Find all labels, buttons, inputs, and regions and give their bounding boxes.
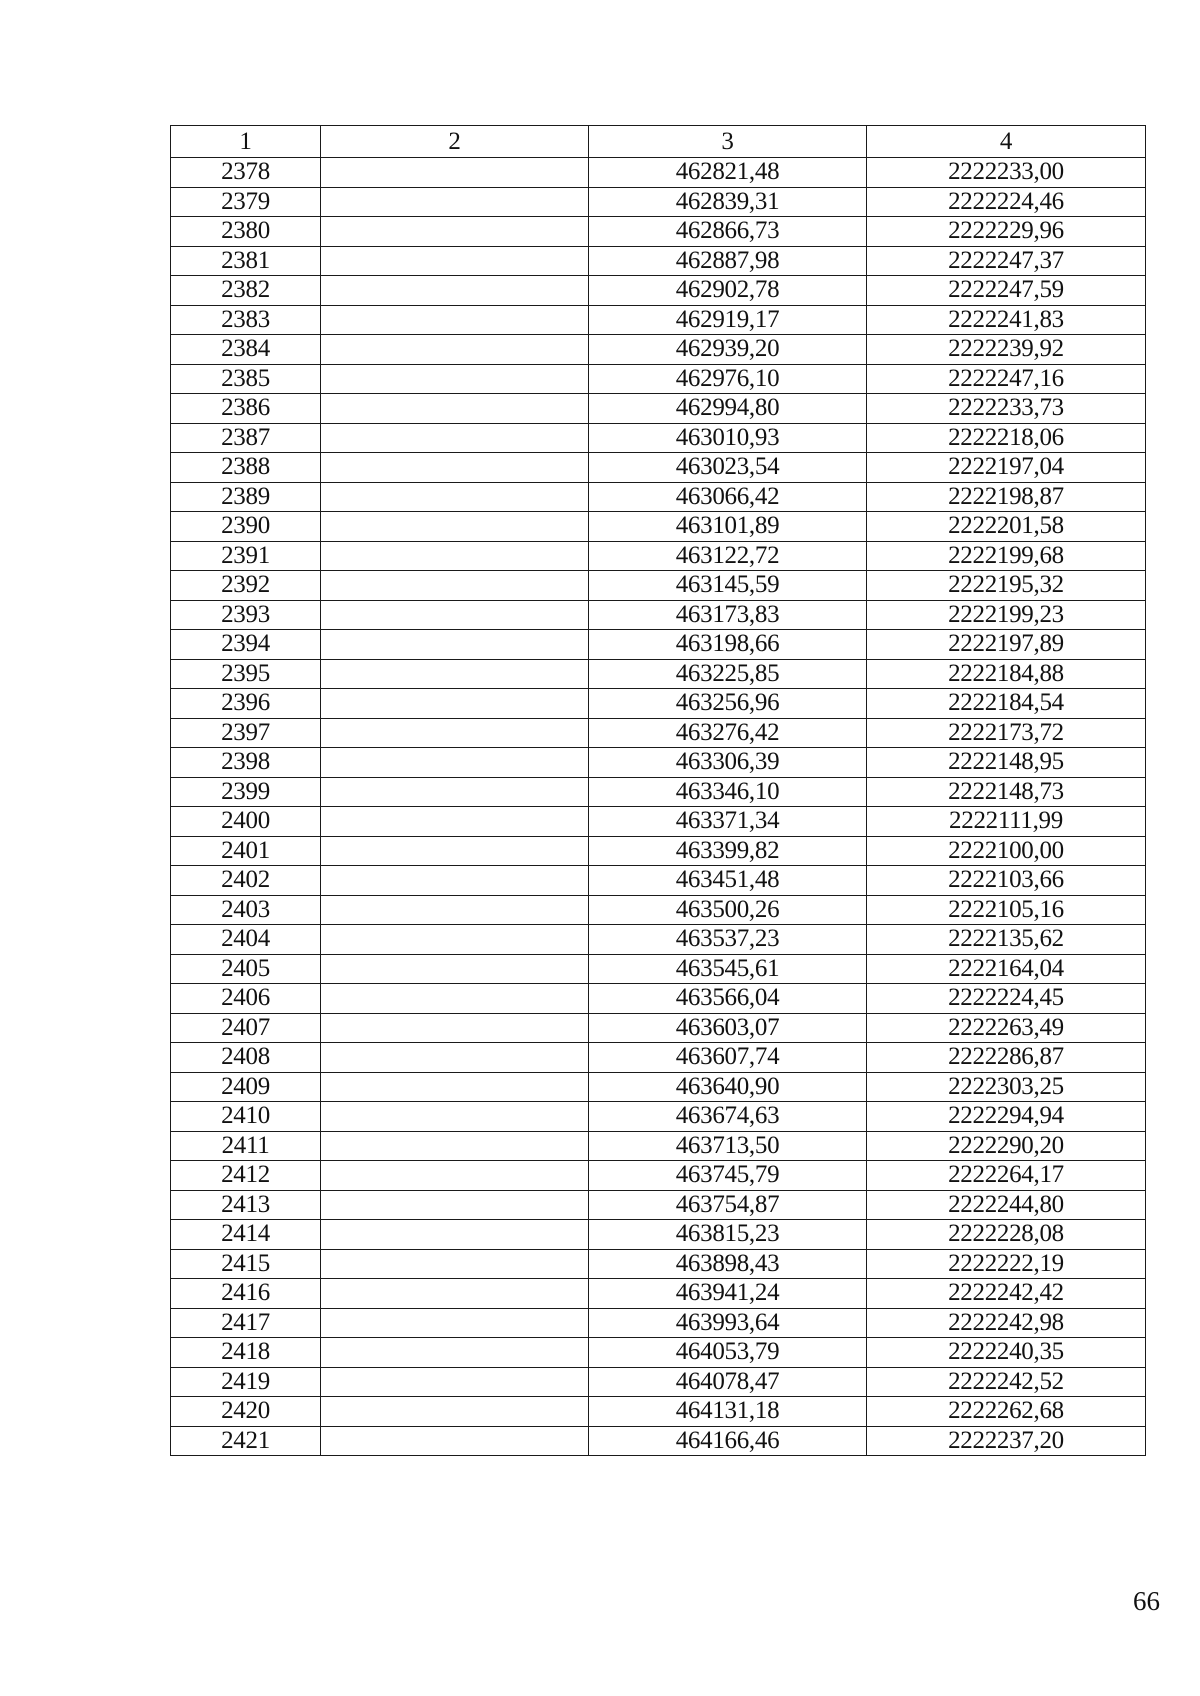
table-row <box>171 866 1146 896</box>
table-row <box>171 482 1146 512</box>
description-cell <box>321 482 589 512</box>
x-coordinate-cell: 464078,47 <box>589 1367 867 1397</box>
description-cell <box>321 984 589 1014</box>
y-coordinate-cell: 2222263,49 <box>867 1013 1146 1043</box>
point-number-cell: 2383 <box>171 305 321 335</box>
description-cell <box>321 1190 589 1220</box>
point-number-cell: 2398 <box>171 748 321 778</box>
x-coordinate-cell: 462939,20 <box>589 335 867 365</box>
description-cell <box>321 1131 589 1161</box>
table-body <box>171 158 1146 1456</box>
x-coordinate-cell: 463640,90 <box>589 1072 867 1102</box>
y-coordinate-cell: 2222218,06 <box>867 423 1146 453</box>
description-cell <box>321 1367 589 1397</box>
x-coordinate-cell: 463607,74 <box>589 1043 867 1073</box>
description-cell <box>321 1161 589 1191</box>
table-row <box>171 335 1146 365</box>
point-number-cell: 2391 <box>171 541 321 571</box>
y-coordinate-cell: 2222241,83 <box>867 305 1146 335</box>
table-row <box>171 512 1146 542</box>
point-number-cell: 2401 <box>171 836 321 866</box>
table-row <box>171 246 1146 276</box>
description-cell <box>321 1013 589 1043</box>
description-cell <box>321 1043 589 1073</box>
point-number-cell: 2393 <box>171 600 321 630</box>
point-number-cell: 2380 <box>171 217 321 247</box>
y-coordinate-cell: 2222100,00 <box>867 836 1146 866</box>
description-cell <box>321 1220 589 1250</box>
point-number-cell: 2408 <box>171 1043 321 1073</box>
point-number-cell: 2385 <box>171 364 321 394</box>
table-row <box>171 1161 1146 1191</box>
y-coordinate-cell: 2222199,68 <box>867 541 1146 571</box>
table-row <box>171 158 1146 188</box>
point-number-cell: 2410 <box>171 1102 321 1132</box>
table-row <box>171 984 1146 1014</box>
point-number-cell: 2397 <box>171 718 321 748</box>
x-coordinate-cell: 462821,48 <box>589 158 867 188</box>
point-number-cell: 2418 <box>171 1338 321 1368</box>
table-row <box>171 1397 1146 1427</box>
y-coordinate-cell: 2222229,96 <box>867 217 1146 247</box>
x-coordinate-cell: 463276,42 <box>589 718 867 748</box>
table-row <box>171 1367 1146 1397</box>
y-coordinate-cell: 2222237,20 <box>867 1426 1146 1456</box>
description-cell <box>321 423 589 453</box>
header-row <box>171 126 1146 158</box>
x-coordinate-cell: 463145,59 <box>589 571 867 601</box>
table-row <box>171 423 1146 453</box>
y-coordinate-cell: 2222111,99 <box>867 807 1146 837</box>
description-cell <box>321 689 589 719</box>
point-number-cell: 2417 <box>171 1308 321 1338</box>
description-cell <box>321 571 589 601</box>
description-cell <box>321 925 589 955</box>
description-cell <box>321 246 589 276</box>
header-col-1: 1 <box>171 126 321 158</box>
table-row <box>171 1279 1146 1309</box>
x-coordinate-cell: 463674,63 <box>589 1102 867 1132</box>
y-coordinate-cell: 2222240,35 <box>867 1338 1146 1368</box>
description-cell <box>321 305 589 335</box>
y-coordinate-cell: 2222197,89 <box>867 630 1146 660</box>
x-coordinate-cell: 463010,93 <box>589 423 867 453</box>
x-coordinate-cell: 463399,82 <box>589 836 867 866</box>
x-coordinate-cell: 463173,83 <box>589 600 867 630</box>
y-coordinate-cell: 2222197,04 <box>867 453 1146 483</box>
y-coordinate-cell: 2222239,92 <box>867 335 1146 365</box>
x-coordinate-cell: 462866,73 <box>589 217 867 247</box>
point-number-cell: 2413 <box>171 1190 321 1220</box>
y-coordinate-cell: 2222233,73 <box>867 394 1146 424</box>
description-cell <box>321 1338 589 1368</box>
table-row <box>171 276 1146 306</box>
y-coordinate-cell: 2222148,73 <box>867 777 1146 807</box>
point-number-cell: 2379 <box>171 187 321 217</box>
description-cell <box>321 453 589 483</box>
y-coordinate-cell: 2222244,80 <box>867 1190 1146 1220</box>
y-coordinate-cell: 2222242,52 <box>867 1367 1146 1397</box>
description-cell <box>321 1397 589 1427</box>
point-number-cell: 2384 <box>171 335 321 365</box>
x-coordinate-cell: 462887,98 <box>589 246 867 276</box>
description-cell <box>321 276 589 306</box>
x-coordinate-cell: 463745,79 <box>589 1161 867 1191</box>
x-coordinate-cell: 463713,50 <box>589 1131 867 1161</box>
point-number-cell: 2407 <box>171 1013 321 1043</box>
point-number-cell: 2386 <box>171 394 321 424</box>
y-coordinate-cell: 2222135,62 <box>867 925 1146 955</box>
y-coordinate-cell: 2222294,94 <box>867 1102 1146 1132</box>
y-coordinate-cell: 2222105,16 <box>867 895 1146 925</box>
point-number-cell: 2419 <box>171 1367 321 1397</box>
x-coordinate-cell: 463371,34 <box>589 807 867 837</box>
table-row <box>171 217 1146 247</box>
description-cell <box>321 217 589 247</box>
table-row <box>171 1102 1146 1132</box>
y-coordinate-cell: 2222184,54 <box>867 689 1146 719</box>
point-number-cell: 2400 <box>171 807 321 837</box>
x-coordinate-cell: 463566,04 <box>589 984 867 1014</box>
y-coordinate-cell: 2222198,87 <box>867 482 1146 512</box>
point-number-cell: 2411 <box>171 1131 321 1161</box>
table-row <box>171 1308 1146 1338</box>
table-row <box>171 748 1146 778</box>
y-coordinate-cell: 2222247,16 <box>867 364 1146 394</box>
y-coordinate-cell: 2222103,66 <box>867 866 1146 896</box>
description-cell <box>321 718 589 748</box>
table-row <box>171 1426 1146 1456</box>
y-coordinate-cell: 2222247,37 <box>867 246 1146 276</box>
y-coordinate-cell: 2222195,32 <box>867 571 1146 601</box>
x-coordinate-cell: 463306,39 <box>589 748 867 778</box>
description-cell <box>321 1249 589 1279</box>
description-cell <box>321 777 589 807</box>
y-coordinate-cell: 2222286,87 <box>867 1043 1146 1073</box>
x-coordinate-cell: 462839,31 <box>589 187 867 217</box>
description-cell <box>321 541 589 571</box>
point-number-cell: 2420 <box>171 1397 321 1427</box>
y-coordinate-cell: 2222173,72 <box>867 718 1146 748</box>
y-coordinate-cell: 2222224,46 <box>867 187 1146 217</box>
point-number-cell: 2389 <box>171 482 321 512</box>
x-coordinate-cell: 463346,10 <box>589 777 867 807</box>
page-number: 66 <box>1133 1586 1160 1616</box>
table-row <box>171 394 1146 424</box>
table-row <box>171 689 1146 719</box>
description-cell <box>321 630 589 660</box>
point-number-cell: 2404 <box>171 925 321 955</box>
point-number-cell: 2394 <box>171 630 321 660</box>
description-cell <box>321 895 589 925</box>
table-row <box>171 541 1146 571</box>
y-coordinate-cell: 2222224,45 <box>867 984 1146 1014</box>
table-row <box>171 925 1146 955</box>
point-number-cell: 2395 <box>171 659 321 689</box>
y-coordinate-cell: 2222290,20 <box>867 1131 1146 1161</box>
description-cell <box>321 364 589 394</box>
description-cell <box>321 748 589 778</box>
x-coordinate-cell: 463815,23 <box>589 1220 867 1250</box>
x-coordinate-cell: 462994,80 <box>589 394 867 424</box>
x-coordinate-cell: 463066,42 <box>589 482 867 512</box>
y-coordinate-cell: 2222242,98 <box>867 1308 1146 1338</box>
x-coordinate-cell: 462919,17 <box>589 305 867 335</box>
table-row <box>171 777 1146 807</box>
y-coordinate-cell: 2222262,68 <box>867 1397 1146 1427</box>
x-coordinate-cell: 464166,46 <box>589 1426 867 1456</box>
header-col-2: 2 <box>321 126 589 158</box>
y-coordinate-cell: 2222184,88 <box>867 659 1146 689</box>
table-row <box>171 659 1146 689</box>
table-row <box>171 187 1146 217</box>
header-col-4: 4 <box>867 126 1146 158</box>
point-number-cell: 2412 <box>171 1161 321 1191</box>
table-row <box>171 571 1146 601</box>
y-coordinate-cell: 2222201,58 <box>867 512 1146 542</box>
table-row <box>171 807 1146 837</box>
y-coordinate-cell: 2222148,95 <box>867 748 1146 778</box>
point-number-cell: 2382 <box>171 276 321 306</box>
x-coordinate-cell: 463754,87 <box>589 1190 867 1220</box>
y-coordinate-cell: 2222247,59 <box>867 276 1146 306</box>
x-coordinate-cell: 463898,43 <box>589 1249 867 1279</box>
x-coordinate-cell: 463603,07 <box>589 1013 867 1043</box>
x-coordinate-cell: 462902,78 <box>589 276 867 306</box>
description-cell <box>321 1426 589 1456</box>
table-row <box>171 1043 1146 1073</box>
x-coordinate-cell: 463993,64 <box>589 1308 867 1338</box>
point-number-cell: 2415 <box>171 1249 321 1279</box>
point-number-cell: 2414 <box>171 1220 321 1250</box>
table-row <box>171 364 1146 394</box>
header-col-3: 3 <box>589 126 867 158</box>
table-row <box>171 1338 1146 1368</box>
x-coordinate-cell: 463198,66 <box>589 630 867 660</box>
table-row <box>171 1190 1146 1220</box>
description-cell <box>321 512 589 542</box>
point-number-cell: 2416 <box>171 1279 321 1309</box>
description-cell <box>321 335 589 365</box>
x-coordinate-cell: 463023,54 <box>589 453 867 483</box>
description-cell <box>321 1308 589 1338</box>
point-number-cell: 2421 <box>171 1426 321 1456</box>
point-number-cell: 2399 <box>171 777 321 807</box>
point-number-cell: 2396 <box>171 689 321 719</box>
point-number-cell: 2381 <box>171 246 321 276</box>
y-coordinate-cell: 2222233,00 <box>867 158 1146 188</box>
point-number-cell: 2390 <box>171 512 321 542</box>
coordinates-table <box>170 125 1146 1456</box>
table-row <box>171 1249 1146 1279</box>
table-row <box>171 630 1146 660</box>
table-row <box>171 453 1146 483</box>
table-row <box>171 1131 1146 1161</box>
y-coordinate-cell: 2222228,08 <box>867 1220 1146 1250</box>
y-coordinate-cell: 2222303,25 <box>867 1072 1146 1102</box>
point-number-cell: 2388 <box>171 453 321 483</box>
point-number-cell: 2403 <box>171 895 321 925</box>
description-cell <box>321 600 589 630</box>
description-cell <box>321 954 589 984</box>
x-coordinate-cell: 462976,10 <box>589 364 867 394</box>
point-number-cell: 2409 <box>171 1072 321 1102</box>
x-coordinate-cell: 464131,18 <box>589 1397 867 1427</box>
table-row <box>171 836 1146 866</box>
description-cell <box>321 1072 589 1102</box>
description-cell <box>321 659 589 689</box>
table-row <box>171 600 1146 630</box>
point-number-cell: 2387 <box>171 423 321 453</box>
description-cell <box>321 187 589 217</box>
y-coordinate-cell: 2222242,42 <box>867 1279 1146 1309</box>
x-coordinate-cell: 463545,61 <box>589 954 867 984</box>
x-coordinate-cell: 464053,79 <box>589 1338 867 1368</box>
x-coordinate-cell: 463537,23 <box>589 925 867 955</box>
table-row <box>171 305 1146 335</box>
point-number-cell: 2392 <box>171 571 321 601</box>
point-number-cell: 2378 <box>171 158 321 188</box>
table-header <box>171 126 1146 158</box>
description-cell <box>321 1279 589 1309</box>
point-number-cell: 2405 <box>171 954 321 984</box>
y-coordinate-cell: 2222264,17 <box>867 1161 1146 1191</box>
table-row <box>171 718 1146 748</box>
point-number-cell: 2406 <box>171 984 321 1014</box>
table-row <box>171 1220 1146 1250</box>
table-row <box>171 895 1146 925</box>
x-coordinate-cell: 463451,48 <box>589 866 867 896</box>
description-cell <box>321 394 589 424</box>
x-coordinate-cell: 463122,72 <box>589 541 867 571</box>
description-cell <box>321 836 589 866</box>
y-coordinate-cell: 2222164,04 <box>867 954 1146 984</box>
y-coordinate-cell: 2222222,19 <box>867 1249 1146 1279</box>
description-cell <box>321 158 589 188</box>
table-row <box>171 1013 1146 1043</box>
x-coordinate-cell: 463500,26 <box>589 895 867 925</box>
description-cell <box>321 866 589 896</box>
description-cell <box>321 1102 589 1132</box>
description-cell <box>321 807 589 837</box>
table-row <box>171 954 1146 984</box>
x-coordinate-cell: 463225,85 <box>589 659 867 689</box>
x-coordinate-cell: 463101,89 <box>589 512 867 542</box>
point-number-cell: 2402 <box>171 866 321 896</box>
x-coordinate-cell: 463256,96 <box>589 689 867 719</box>
table-row <box>171 1072 1146 1102</box>
y-coordinate-cell: 2222199,23 <box>867 600 1146 630</box>
x-coordinate-cell: 463941,24 <box>589 1279 867 1309</box>
